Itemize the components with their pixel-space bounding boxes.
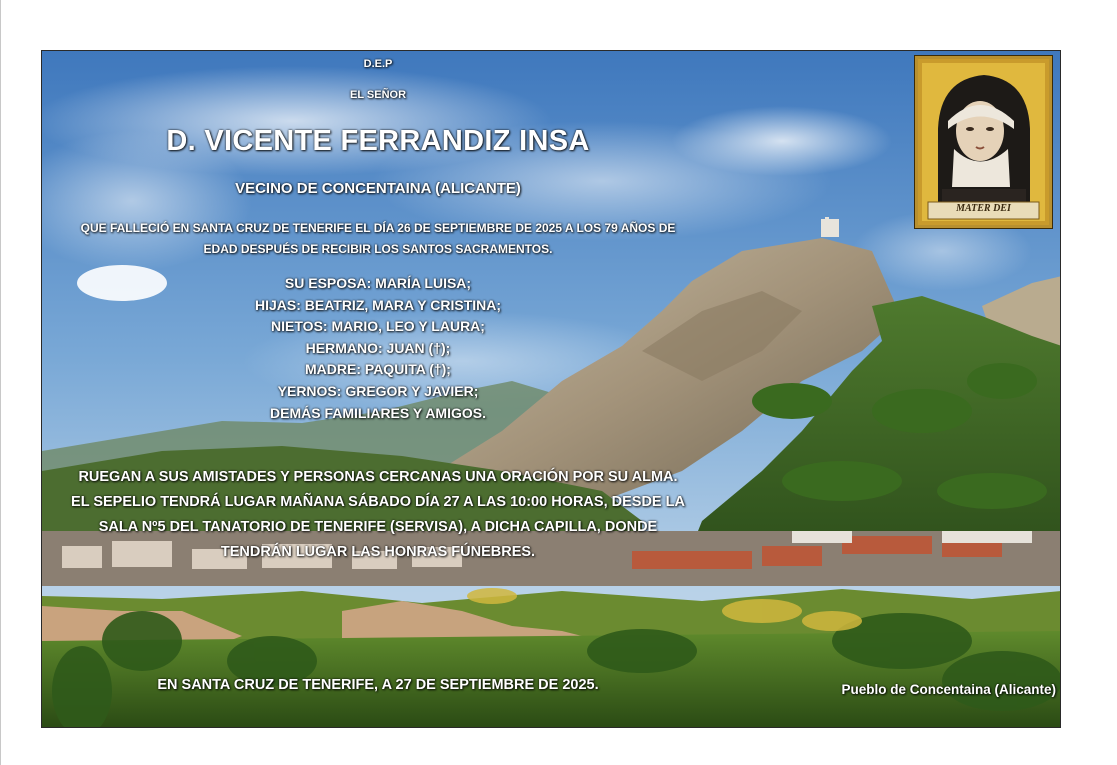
family-item: SU ESPOSA: MARÍA LUISA;: [284, 275, 472, 291]
el-senor-label: EL SEÑOR: [349, 89, 407, 101]
family-item: MADRE: PAQUITA (†);: [305, 361, 451, 378]
death-statement: [48, 218, 708, 260]
notice-line: RUEGAN A SUS AMISTADES Y PERSONAS CERCANAS UNA ORACIÓN POR SU ALMA.: [78, 469, 678, 485]
family-item: NIETOS: MARIO, LEO Y LAURA;: [271, 318, 485, 335]
obituary-card: [41, 50, 1061, 728]
date-line: EN SANTA CRUZ DE TENERIFE, A 27 DE SEPTIEMBRE DE 2025.: [157, 677, 599, 693]
family-item: HIJAS: BEATRIZ, MARA Y CRISTINA;: [254, 296, 502, 313]
vecino-line: VECINO DE CONCENTAINA (ALICANTE): [235, 180, 521, 197]
family-item: YERNOS: GREGOR Y JAVIER;: [277, 382, 479, 399]
family-item: DEMÁS FAMILIARES Y AMIGOS.: [270, 404, 486, 421]
photo-caption: Pueblo de Concentaina (Alicante): [841, 682, 1056, 697]
notice-line: TENDRÁN LUGAR LAS HONRAS FÚNEBRES.: [220, 544, 536, 560]
notice-line: SALA Nº5 DEL TANATORIO DE TENERIFE (SERVISA), A DICHA CAPILLA, DONDE: [98, 519, 658, 535]
portrait-inscription: MATER DEI: [956, 203, 1011, 214]
deceased-name: D. VICENTE FERRANDIZ INSA: [166, 125, 590, 157]
family-item: HERMANO: JUAN (†);: [305, 339, 451, 356]
portrait-image: [918, 59, 1049, 225]
dep-label: D.E.P: [363, 58, 393, 70]
page-edge: [0, 0, 1, 765]
notice-line: EL SEPELIO TENDRÁ LUGAR MAÑANA SÁBADO DÍA 27 A LAS 10:00 HORAS, DESDE LA: [71, 494, 685, 510]
death-line-2: EDAD DESPUÉS DE RECIBIR LOS SANTOS SACRAMENTOS.: [203, 242, 553, 256]
death-line-1: QUE FALLECIÓ EN SANTA CRUZ DE TENERIFE EL DÍA 26 DE SEPTIEMBRE DE 2025 A LOS 79 AÑOS DE: [80, 221, 676, 235]
funeral-notice: [48, 465, 708, 565]
family-list: [203, 273, 553, 424]
religious-portrait: [915, 56, 1052, 228]
